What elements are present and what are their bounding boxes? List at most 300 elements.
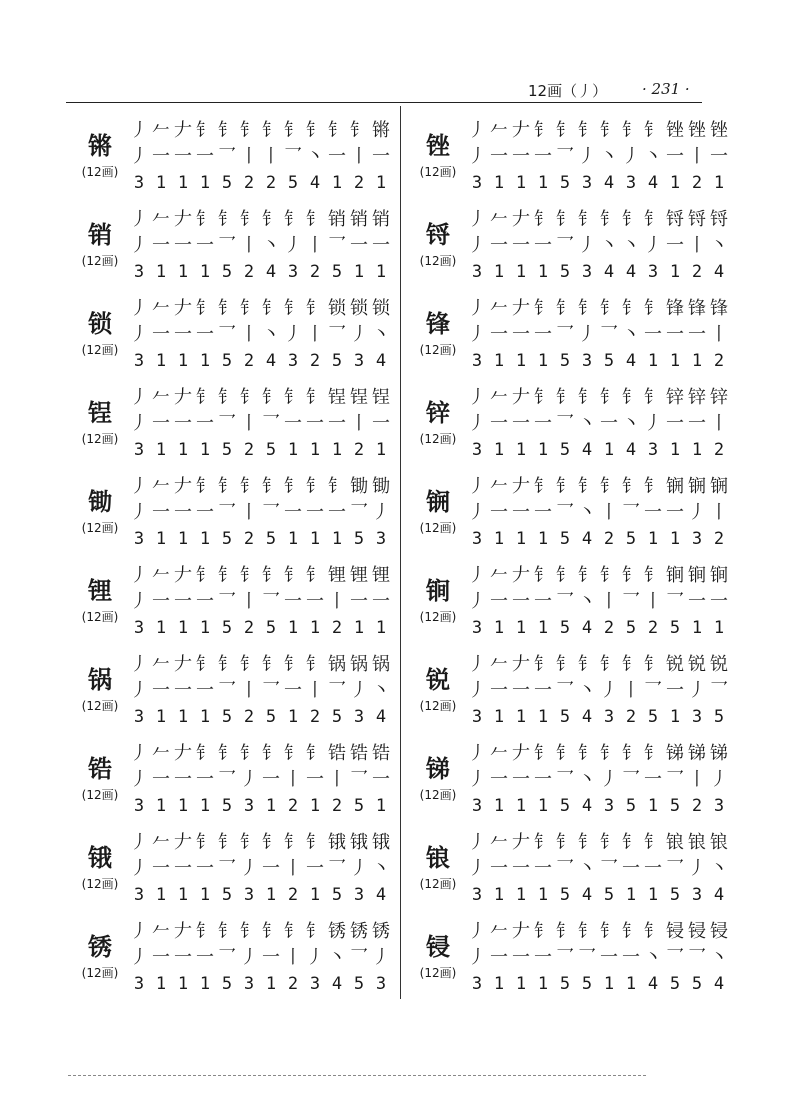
stroke-build-row: [466, 652, 730, 678]
stroke-code: 2: [243, 618, 255, 638]
stroke-code: 3: [471, 351, 483, 371]
character-entry: [72, 112, 397, 201]
stroke-build-form: 钅: [306, 743, 324, 764]
stroke-code: 5: [353, 974, 365, 994]
stroke-build-form: 锁: [350, 298, 368, 319]
stroke-build-form: 𠂉: [490, 209, 508, 230]
stroke-shape: 丿: [710, 769, 728, 790]
stroke-shape: 一: [284, 413, 302, 434]
stroke-shape: 一: [284, 502, 302, 523]
stroke-shape: 丨: [284, 947, 302, 968]
stroke-build-form: 锎: [688, 476, 706, 497]
stroke-build-form: 丿: [130, 654, 148, 675]
stroke-code: 3: [581, 262, 593, 282]
stroke-build-form: 丿: [468, 921, 486, 942]
stroke-build-form: 丿: [130, 921, 148, 942]
stroke-code: 5: [265, 440, 277, 460]
stroke-code: 4: [647, 974, 659, 994]
stroke-build-form: 钅: [644, 476, 662, 497]
stroke-shape: 丶: [372, 680, 390, 701]
stroke-shape-row: [466, 502, 730, 524]
stroke-build-form: 𠂉: [152, 565, 170, 586]
stroke-shape: 乛: [556, 502, 574, 523]
entry-character: 锒: [426, 844, 450, 872]
stroke-code: 3: [471, 796, 483, 816]
stroke-code: 1: [493, 529, 505, 549]
stroke-shape: 一: [350, 235, 368, 256]
stroke-build-form: 钅: [644, 209, 662, 230]
stroke-build-form: 𠂇: [512, 832, 530, 853]
stroke-shape: 丿: [468, 591, 486, 612]
stroke-shape: 丿: [468, 324, 486, 345]
stroke-code: 3: [133, 618, 145, 638]
stroke-code: 5: [647, 707, 659, 727]
stroke-build-form: 钅: [644, 298, 662, 319]
stroke-shape: 乛: [218, 947, 236, 968]
stroke-build-form: 钅: [578, 832, 596, 853]
stroke-build-form: 钅: [622, 120, 640, 141]
footer-rule: [68, 1075, 646, 1076]
stroke-shape-row: [128, 413, 392, 435]
entry-character: 锎: [426, 488, 450, 516]
stroke-build-form: 丿: [130, 120, 148, 141]
stroke-shape: 乛: [556, 769, 574, 790]
stroke-build-form: 丿: [130, 298, 148, 319]
stroke-build-form: 钅: [196, 921, 214, 942]
stroke-build-form: 锓: [710, 921, 728, 942]
stroke-build-form: 钅: [622, 298, 640, 319]
stroke-shape: 一: [490, 413, 508, 434]
stroke-build-form: 钅: [578, 565, 596, 586]
stroke-build-form: 钅: [306, 565, 324, 586]
stroke-code: 1: [515, 707, 527, 727]
stroke-code: 4: [375, 707, 387, 727]
stroke-code: 1: [375, 173, 387, 193]
stroke-shape: 一: [328, 413, 346, 434]
stroke-shape: 一: [306, 413, 324, 434]
entry-character: 销: [88, 221, 112, 249]
stroke-build-row: [128, 474, 392, 500]
stroke-shape: 丿: [600, 680, 618, 701]
stroke-shape: 一: [534, 947, 552, 968]
stroke-build-form: 钅: [218, 387, 236, 408]
stroke-build-form: 钅: [622, 209, 640, 230]
character-entry: [72, 290, 397, 379]
stroke-build-form: 𠂉: [490, 298, 508, 319]
stroke-code: 2: [331, 796, 343, 816]
stroke-build-form: 钅: [556, 743, 574, 764]
entry-character: 锃: [88, 399, 112, 427]
stroke-build-form: 𠂇: [174, 298, 192, 319]
stroke-code: 2: [243, 351, 255, 371]
stroke-build-form: 丿: [130, 832, 148, 853]
stroke-build-form: 销: [350, 209, 368, 230]
stroke-shape: 丶: [710, 235, 728, 256]
stroke-build-form: 钅: [284, 743, 302, 764]
character-entry: [410, 112, 735, 201]
stroke-shape-row: [466, 680, 730, 702]
stroke-code: 2: [287, 974, 299, 994]
stroke-shape: 一: [688, 591, 706, 612]
stroke-shape: 丨: [240, 413, 258, 434]
stroke-code: 1: [309, 885, 321, 905]
stroke-code: 5: [559, 618, 571, 638]
stroke-code: 3: [243, 974, 255, 994]
stroke-code: 5: [331, 351, 343, 371]
stroke-build-form: 𠂇: [512, 743, 530, 764]
stroke-code: 3: [353, 351, 365, 371]
stroke-code: 1: [537, 529, 549, 549]
stroke-code: 3: [691, 529, 703, 549]
stroke-code: 1: [691, 618, 703, 638]
stroke-build-form: 钅: [218, 120, 236, 141]
stroke-shape: 一: [534, 146, 552, 167]
stroke-build-form: 钅: [284, 387, 302, 408]
stroke-build-form: 钅: [240, 476, 258, 497]
stroke-build-form: 钅: [534, 120, 552, 141]
stroke-build-form: 钅: [284, 832, 302, 853]
stroke-shape: 乛: [666, 769, 684, 790]
stroke-code: 5: [221, 707, 233, 727]
stroke-build-form: 钅: [556, 387, 574, 408]
stroke-count-label: (12画): [419, 788, 457, 802]
stroke-shape-row: [128, 235, 392, 257]
stroke-build-form: 𠂇: [174, 565, 192, 586]
stroke-build-form: 钅: [328, 120, 346, 141]
stroke-code: 5: [221, 796, 233, 816]
entry-character: 锂: [88, 577, 112, 605]
stroke-shape: 丶: [578, 769, 596, 790]
stroke-code: 1: [713, 173, 725, 193]
stroke-code: 1: [493, 885, 505, 905]
stroke-shape: 一: [174, 324, 192, 345]
stroke-build-form: 钅: [622, 921, 640, 942]
stroke-build-form: 钅: [196, 743, 214, 764]
stroke-shape: 丶: [622, 324, 640, 345]
stroke-build-form: 钅: [556, 476, 574, 497]
stroke-code: 2: [713, 440, 725, 460]
stroke-build-form: 钅: [284, 209, 302, 230]
stroke-shape: 一: [512, 591, 530, 612]
stroke-code: 5: [353, 796, 365, 816]
stroke-count-label: (12画): [81, 432, 119, 446]
stroke-build-form: 钅: [644, 120, 662, 141]
stroke-count-label: (12画): [81, 254, 119, 268]
stroke-build-form: 钅: [534, 832, 552, 853]
stroke-code: 4: [625, 262, 637, 282]
stroke-code: 5: [559, 707, 571, 727]
stroke-shape: 丶: [328, 947, 346, 968]
stroke-shape: 乛: [350, 769, 368, 790]
stroke-shape: 乛: [218, 502, 236, 523]
stroke-shape: 丿: [130, 413, 148, 434]
stroke-build-form: 锒: [666, 832, 684, 853]
stroke-shape: 乛: [262, 413, 280, 434]
stroke-code: 1: [177, 974, 189, 994]
stroke-build-form: 丿: [130, 476, 148, 497]
stroke-build-form: 钅: [196, 476, 214, 497]
stroke-code-row: [466, 350, 730, 372]
stroke-code: 4: [375, 885, 387, 905]
stroke-shape: 一: [152, 502, 170, 523]
stroke-shape: 一: [490, 858, 508, 879]
right-column: [410, 112, 735, 1002]
stroke-shape: 丿: [600, 769, 618, 790]
stroke-shape: 乛: [644, 680, 662, 701]
stroke-code: 5: [559, 440, 571, 460]
stroke-shape: 丶: [262, 235, 280, 256]
stroke-build-form: 𠂉: [490, 921, 508, 942]
stroke-code: 2: [243, 262, 255, 282]
stroke-shape-row: [128, 146, 392, 168]
stroke-code-row: [466, 439, 730, 461]
stroke-build-form: 钅: [622, 476, 640, 497]
stroke-shape: 一: [152, 947, 170, 968]
stroke-build-form: 锒: [710, 832, 728, 853]
character-entry: [410, 913, 735, 1002]
stroke-code: 1: [353, 262, 365, 282]
stroke-build-form: 钅: [622, 387, 640, 408]
stroke-shape: 丶: [578, 858, 596, 879]
stroke-shape: 一: [152, 146, 170, 167]
stroke-shape: 丨: [350, 413, 368, 434]
stroke-build-form: 𠂉: [152, 209, 170, 230]
stroke-code: 5: [221, 974, 233, 994]
stroke-shape: 丿: [130, 146, 148, 167]
character-entry: [410, 735, 735, 824]
stroke-shape: 丿: [372, 502, 390, 523]
character-entry: [410, 824, 735, 913]
stroke-build-form: 丿: [468, 654, 486, 675]
stroke-shape: 丨: [328, 769, 346, 790]
stroke-shape: 乛: [556, 947, 574, 968]
stroke-code: 1: [493, 618, 505, 638]
stroke-code: 3: [647, 440, 659, 460]
stroke-shape: 丿: [468, 680, 486, 701]
stroke-build-form: 锈: [372, 921, 390, 942]
stroke-shape: 一: [490, 591, 508, 612]
stroke-code: 1: [177, 351, 189, 371]
stroke-shape: 乛: [556, 146, 574, 167]
stroke-shape: 一: [152, 680, 170, 701]
stroke-build-row: [466, 385, 730, 411]
stroke-build-form: 钅: [534, 743, 552, 764]
stroke-build-form: 𠂇: [512, 565, 530, 586]
stroke-build-form: 钅: [556, 209, 574, 230]
stroke-code-row: [466, 528, 730, 550]
stroke-build-form: 钅: [262, 298, 280, 319]
character-entry: [72, 468, 397, 557]
entry-character: 锓: [426, 933, 450, 961]
stroke-code: 4: [581, 796, 593, 816]
stroke-shape: 一: [666, 502, 684, 523]
stroke-shape: 丿: [130, 502, 148, 523]
stroke-shape: 一: [196, 146, 214, 167]
stroke-shape: 一: [644, 502, 662, 523]
stroke-build-form: 钅: [578, 209, 596, 230]
stroke-shape-row: [466, 858, 730, 880]
stroke-shape: 一: [666, 680, 684, 701]
stroke-shape: 一: [622, 858, 640, 879]
stroke-code: 1: [265, 796, 277, 816]
stroke-code: 1: [515, 351, 527, 371]
stroke-shape: 一: [196, 324, 214, 345]
stroke-code: 1: [265, 974, 277, 994]
stroke-shape: 一: [196, 947, 214, 968]
stroke-build-row: [128, 207, 392, 233]
stroke-count-label: (12画): [419, 610, 457, 624]
stroke-build-form: 钅: [600, 565, 618, 586]
stroke-code: 3: [133, 529, 145, 549]
stroke-build-form: 锋: [688, 298, 706, 319]
stroke-build-form: 锂: [372, 565, 390, 586]
stroke-code: 1: [287, 707, 299, 727]
stroke-code: 1: [265, 885, 277, 905]
stroke-count-label: (12画): [419, 966, 457, 980]
stroke-build-form: 钅: [578, 921, 596, 942]
stroke-build-form: 锒: [688, 832, 706, 853]
stroke-count-label: (12画): [81, 610, 119, 624]
stroke-build-form: 钅: [600, 743, 618, 764]
stroke-shape: 乛: [328, 324, 346, 345]
stroke-code: 1: [515, 974, 527, 994]
stroke-build-form: 钅: [196, 387, 214, 408]
stroke-build-row: [128, 385, 392, 411]
stroke-build-form: 钅: [534, 387, 552, 408]
stroke-shape: 乛: [622, 591, 640, 612]
stroke-shape: 乛: [218, 413, 236, 434]
stroke-build-form: 锑: [688, 743, 706, 764]
stroke-shape: 丿: [622, 146, 640, 167]
stroke-build-form: 钅: [534, 476, 552, 497]
stroke-shape: 一: [512, 858, 530, 879]
stroke-shape: 乛: [688, 947, 706, 968]
stroke-code: 2: [603, 529, 615, 549]
stroke-shape: 乛: [328, 680, 346, 701]
stroke-shape: 一: [372, 413, 390, 434]
stroke-code: 1: [199, 529, 211, 549]
stroke-shape: 丨: [262, 146, 280, 167]
stroke-shape: 丶: [372, 858, 390, 879]
stroke-code: 1: [515, 262, 527, 282]
stroke-count-label: (12画): [81, 788, 119, 802]
stroke-code: 1: [199, 974, 211, 994]
stroke-code: 1: [493, 173, 505, 193]
stroke-code: 3: [375, 974, 387, 994]
stroke-build-form: 锅: [372, 654, 390, 675]
stroke-shape: 一: [534, 680, 552, 701]
stroke-shape: 一: [512, 235, 530, 256]
stroke-build-form: 钅: [306, 654, 324, 675]
stroke-code: 2: [243, 529, 255, 549]
stroke-code: 1: [177, 618, 189, 638]
stroke-build-form: 钅: [534, 298, 552, 319]
entry-character: 锌: [426, 399, 450, 427]
stroke-build-form: 锐: [666, 654, 684, 675]
entry-character: 锏: [426, 577, 450, 605]
stroke-shape: 一: [688, 413, 706, 434]
stroke-shape: 丿: [578, 235, 596, 256]
stroke-build-form: 锆: [328, 743, 346, 764]
stroke-shape: 丨: [688, 235, 706, 256]
stroke-code: 1: [177, 707, 189, 727]
stroke-build-form: 钅: [578, 298, 596, 319]
stroke-shape: 丶: [600, 146, 618, 167]
stroke-build-form: 钅: [600, 654, 618, 675]
stroke-build-row: [128, 741, 392, 767]
stroke-code: 2: [243, 707, 255, 727]
stroke-build-form: 丿: [130, 565, 148, 586]
stroke-build-row: [466, 830, 730, 856]
stroke-shape: 一: [152, 324, 170, 345]
stroke-shape-row: [466, 947, 730, 969]
stroke-code: 2: [691, 796, 703, 816]
stroke-shape: 一: [490, 146, 508, 167]
stroke-code: 1: [493, 440, 505, 460]
stroke-shape: 乛: [328, 235, 346, 256]
stroke-shape: 丶: [262, 324, 280, 345]
stroke-shape: 乛: [262, 680, 280, 701]
stroke-shape: 一: [196, 591, 214, 612]
stroke-build-form: 钅: [556, 120, 574, 141]
stroke-code: 1: [515, 885, 527, 905]
stroke-shape: 丨: [284, 858, 302, 879]
stroke-code: 5: [625, 618, 637, 638]
stroke-build-form: 钅: [556, 298, 574, 319]
stroke-shape-row: [128, 591, 392, 613]
stroke-build-form: 钅: [196, 209, 214, 230]
entry-character: 锑: [426, 755, 450, 783]
entry-character: 锊: [426, 221, 450, 249]
stroke-build-form: 钅: [262, 120, 280, 141]
stroke-shape: 一: [152, 235, 170, 256]
stroke-count-label: (12画): [419, 521, 457, 535]
stroke-build-form: 𠂇: [512, 476, 530, 497]
stroke-shape: 丿: [644, 235, 662, 256]
stroke-code: 3: [603, 707, 615, 727]
stroke-code: 1: [537, 796, 549, 816]
stroke-shape: 乛: [666, 947, 684, 968]
stroke-shape: 乛: [262, 591, 280, 612]
stroke-code: 3: [287, 262, 299, 282]
stroke-shape: 一: [534, 324, 552, 345]
stroke-shape: 一: [328, 502, 346, 523]
stroke-build-form: 锉: [666, 120, 684, 141]
stroke-code: 3: [691, 707, 703, 727]
stroke-code: 5: [559, 974, 571, 994]
stroke-build-form: 钅: [622, 743, 640, 764]
stroke-code: 1: [669, 262, 681, 282]
stroke-build-form: 钅: [262, 743, 280, 764]
stroke-shape: 丿: [240, 858, 258, 879]
stroke-code: 1: [155, 351, 167, 371]
stroke-build-form: 𠂇: [174, 476, 192, 497]
stroke-code: 1: [199, 707, 211, 727]
stroke-code: 3: [133, 173, 145, 193]
stroke-shape: 丿: [350, 680, 368, 701]
stroke-shape: 乛: [556, 413, 574, 434]
character-entry: [410, 201, 735, 290]
stroke-code: 3: [471, 529, 483, 549]
stroke-shape: 乛: [666, 591, 684, 612]
stroke-code: 3: [133, 974, 145, 994]
stroke-shape: 丿: [350, 324, 368, 345]
stroke-code: 1: [537, 173, 549, 193]
stroke-shape-row: [128, 858, 392, 880]
stroke-shape: 一: [710, 591, 728, 612]
stroke-build-form: 钅: [306, 387, 324, 408]
stroke-code: 5: [353, 529, 365, 549]
